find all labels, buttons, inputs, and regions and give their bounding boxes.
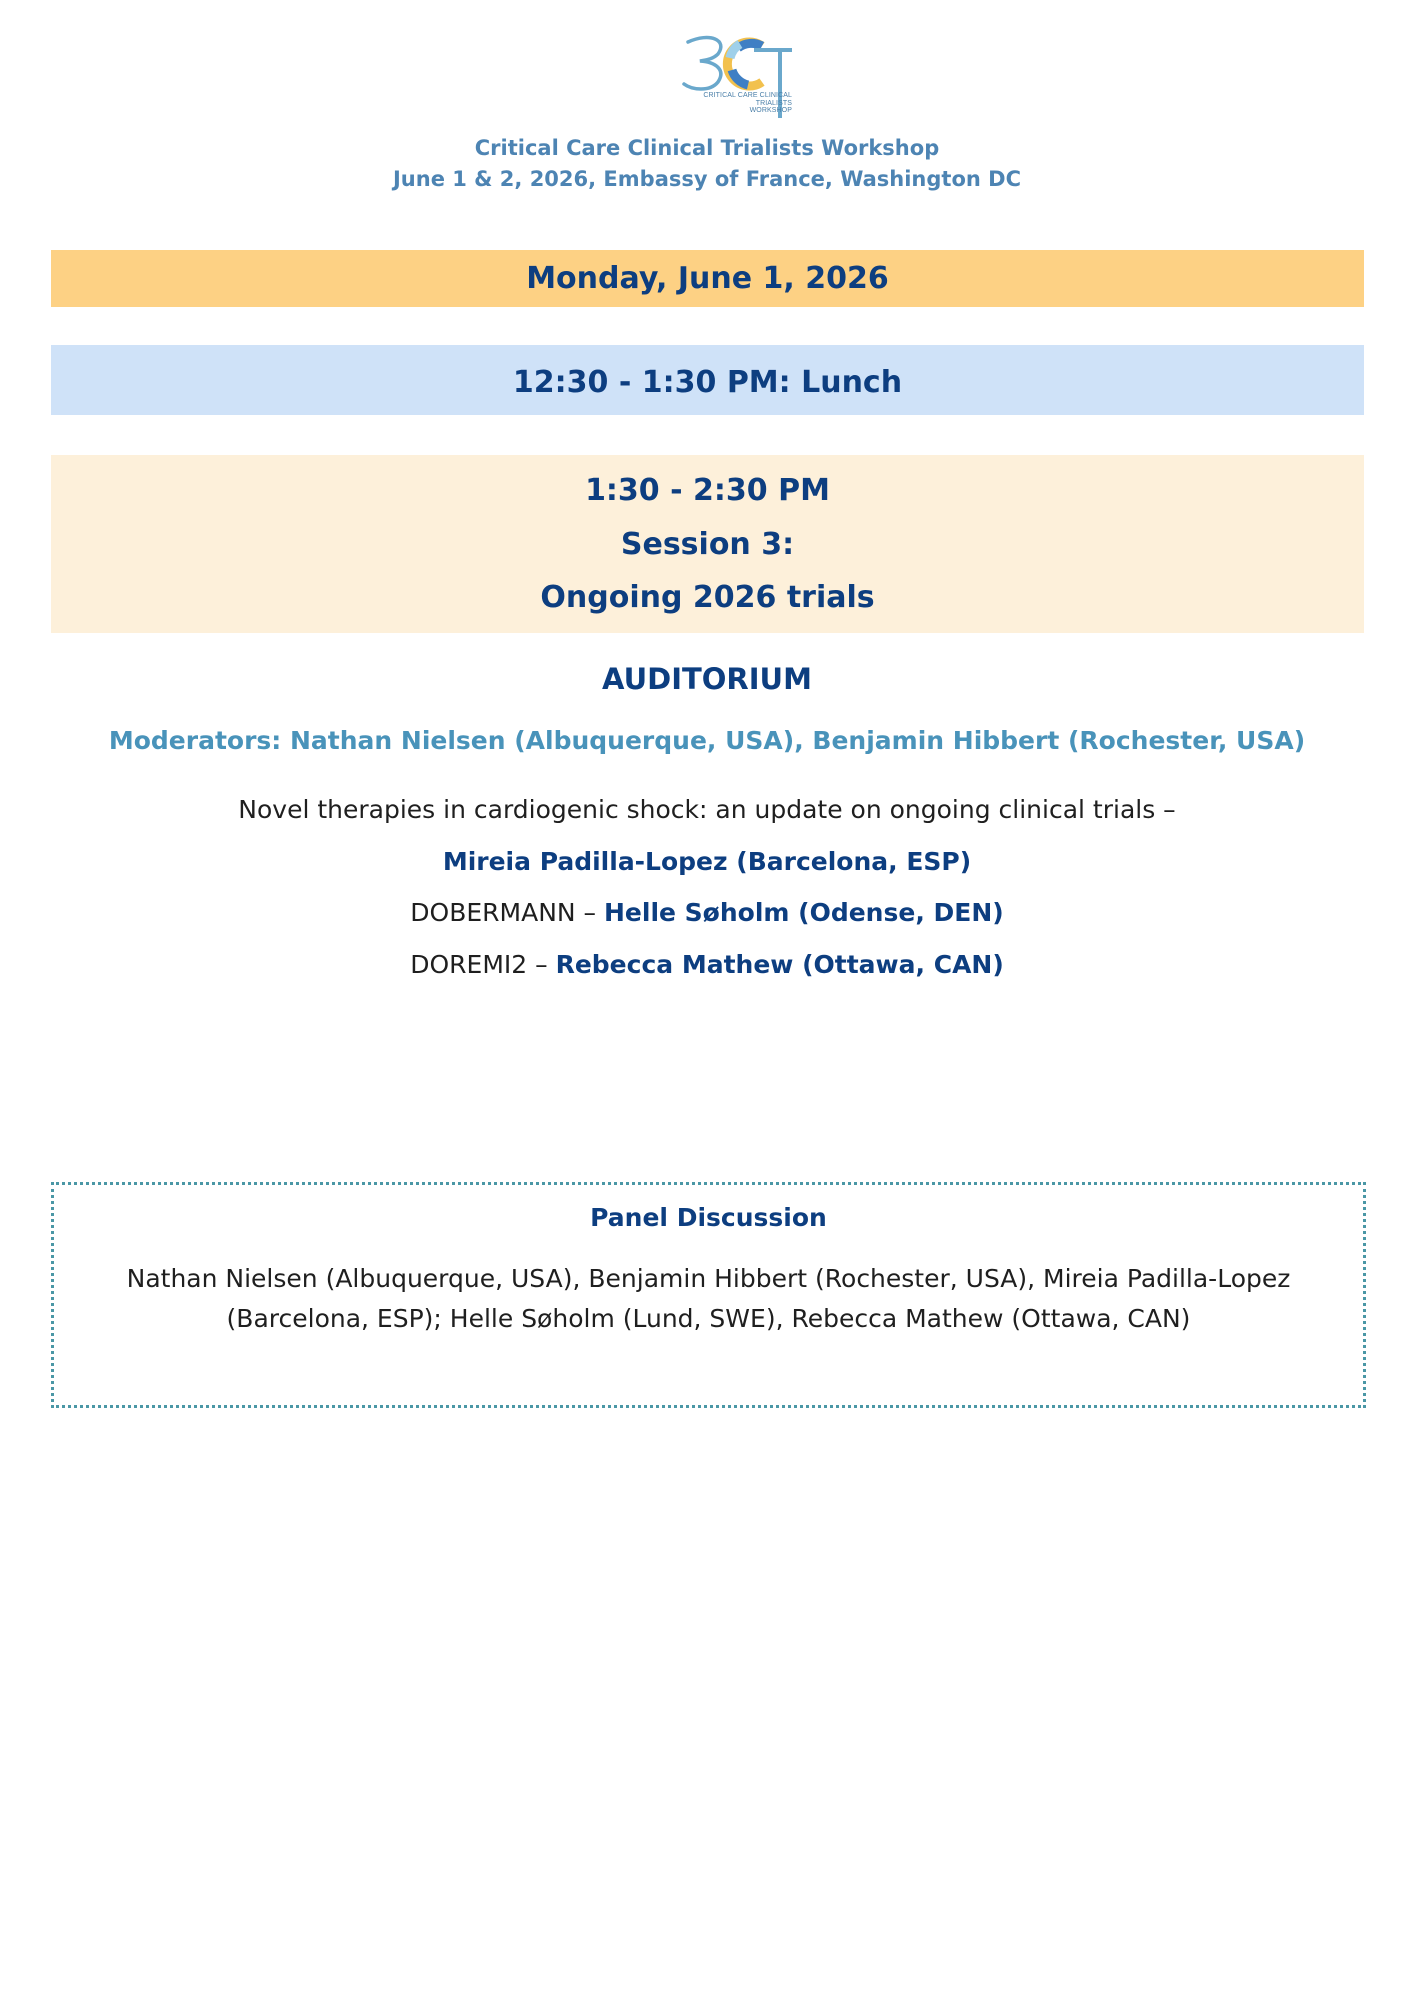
talk-title: DOREMI2 – [410, 950, 556, 979]
logo-line: TRIALISTS [755, 99, 792, 107]
moderators: Moderators: Nathan Nielsen (Albuquerque, USA), Benjamin Hibbert (Rochester, USA) [108, 726, 1306, 755]
room-label: AUDITORIUM [602, 662, 812, 696]
session-title: Ongoing 2026 trials [540, 580, 875, 615]
speaker-name: Helle Søholm (Odense, DEN) [604, 898, 1004, 927]
logo-line: WORKSHOP [749, 107, 792, 114]
speaker-name: Rebecca Mathew (Ottawa, CAN) [555, 950, 1004, 979]
talk-speaker [0, 847, 1414, 876]
event-title: Critical Care Clinical Trialists Workshop [474, 136, 940, 160]
panel-discussion-box [51, 1182, 1366, 1408]
workshop-logo [670, 30, 810, 125]
panel-members [94, 1259, 1323, 1339]
logo-text [670, 92, 792, 115]
talk-title: DOBERMANN – [410, 898, 604, 927]
session-time: 1:30 - 2:30 PM [585, 473, 830, 508]
session-number: Session 3: [620, 527, 795, 562]
talk-item [0, 950, 1414, 979]
event-subtitle: June 1 & 2, 2026, Embassy of France, Washington DC [392, 167, 1021, 191]
session-banner [51, 455, 1364, 633]
panel-title: Panel Discussion [590, 1203, 827, 1232]
panel-members-line: Nathan Nielsen (Albuquerque, USA), Benjamin Hibbert (Rochester, USA), Mireia Padilla-Lopez [126, 1264, 1291, 1293]
lunch-banner: 12:30 - 1:30 PM: Lunch [51, 345, 1364, 415]
speaker-name: Mireia Padilla-Lopez (Barcelona, ESP) [442, 847, 972, 876]
logo-line: CRITICAL CARE CLINICAL [703, 92, 792, 99]
talk-item [0, 898, 1414, 927]
talk-title: Novel therapies in cardiogenic shock: an update on ongoing clinical trials – [238, 795, 1176, 824]
day-banner: Monday, June 1, 2026 [51, 250, 1364, 307]
panel-members-line: (Barcelona, ESP); Helle Søholm (Lund, SWE), Rebecca Mathew (Ottawa, CAN) [226, 1304, 1191, 1333]
